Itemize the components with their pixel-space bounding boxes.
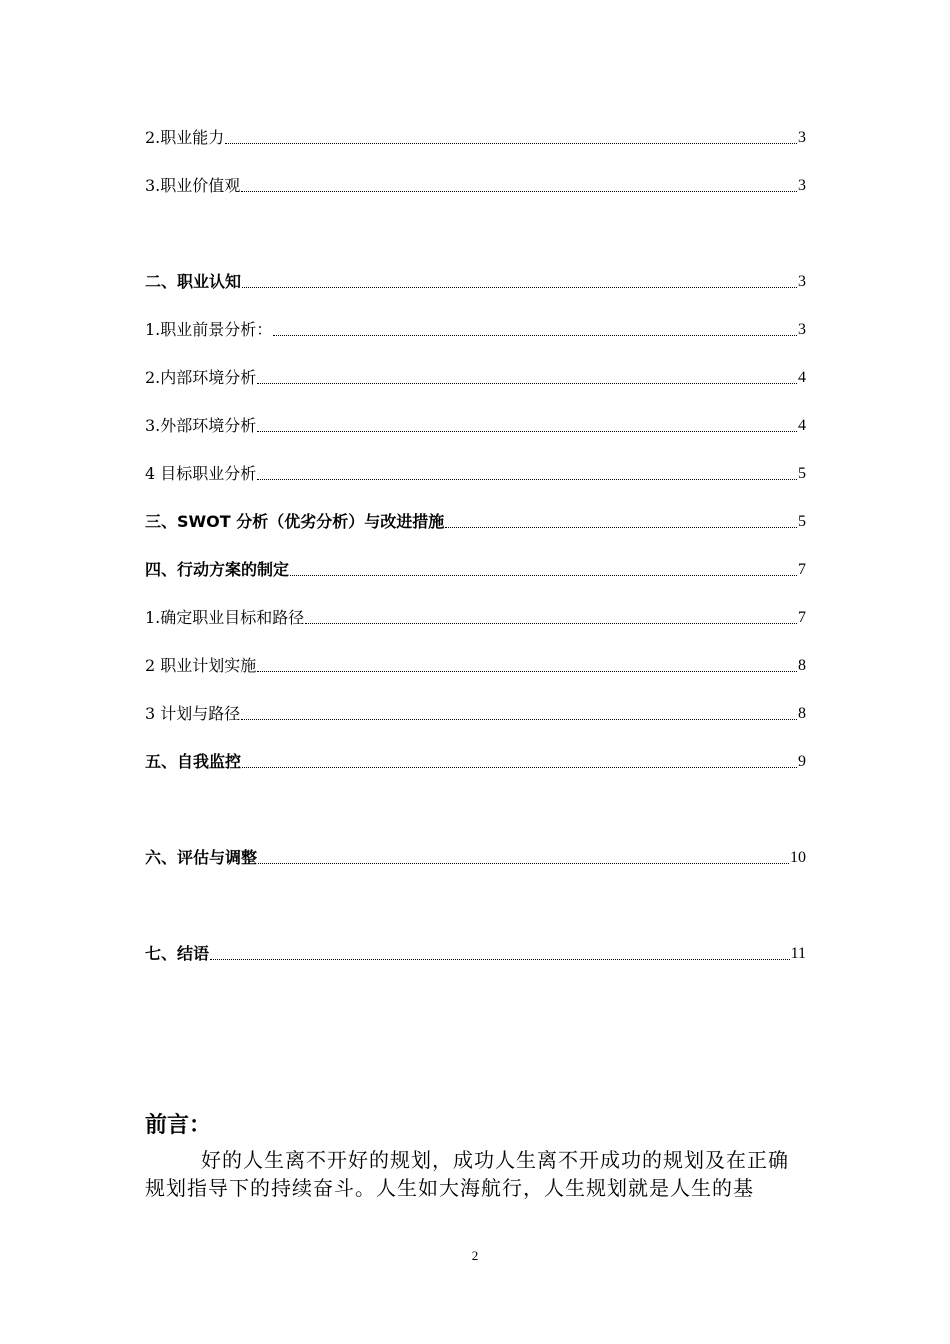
toc-entry-page: 9	[798, 753, 806, 770]
toc-leader-dots	[257, 430, 797, 432]
toc-entry[interactable]	[145, 654, 806, 676]
toc-entry[interactable]	[145, 414, 806, 436]
toc-entry-page: 3	[798, 177, 806, 194]
toc-entry-title: 四、行动方案的制定	[145, 560, 290, 579]
toc-leader-dots	[445, 526, 797, 528]
page-number: 2	[471, 1248, 479, 1263]
toc-entry-title: 2.内部环境分析	[145, 368, 257, 387]
toc-entry-title: 五、自我监控	[145, 752, 242, 771]
toc-entry-title: 六、评估与调整	[145, 848, 258, 867]
toc-entry-title: 三、SWOT 分析（优劣分析）与改进措施	[145, 512, 445, 531]
toc-leader-dots	[258, 862, 789, 864]
toc-entry-page: 7	[798, 561, 806, 578]
toc-entry[interactable]	[145, 510, 806, 532]
toc-entry[interactable]	[145, 462, 806, 484]
toc-entry-title: 2.职业能力	[145, 128, 225, 147]
toc-entry-page: 4	[798, 369, 806, 386]
toc-entry-page: 3	[798, 321, 806, 338]
toc-entry[interactable]	[145, 366, 806, 388]
toc-entry-page: 8	[798, 657, 806, 674]
toc-entry-page: 5	[798, 465, 806, 482]
toc-entry-page: 8	[798, 705, 806, 722]
toc-entry-page: 10	[790, 849, 806, 866]
preface-title: 前言：	[145, 1113, 212, 1138]
toc-leader-dots	[257, 670, 797, 672]
toc-entry-title: 二、职业认知	[145, 272, 242, 291]
toc-entry[interactable]	[145, 846, 806, 868]
toc-entry-page: 3	[798, 273, 806, 290]
toc-entry[interactable]	[145, 558, 806, 580]
toc-leader-dots	[241, 190, 797, 192]
toc-leader-dots	[225, 142, 797, 144]
toc-entry-title: 1.职业前景分析：	[145, 320, 273, 339]
toc-entry-page: 3	[798, 129, 806, 146]
toc-entry[interactable]	[145, 270, 806, 292]
toc-leader-dots	[242, 286, 797, 288]
toc-leader-dots	[290, 574, 797, 576]
toc-entry-page: 4	[798, 417, 806, 434]
toc-entry[interactable]	[145, 702, 806, 724]
preface-body: 好的人生离不开好的规划，成功人生离不开成功的规划及在正确规划指导下的持续奋斗。人生如大海航行，人生规划就是人生的基	[145, 1148, 789, 1200]
toc-entry[interactable]	[145, 174, 806, 196]
toc-entry-title: 3.职业价值观	[145, 176, 241, 195]
toc-leader-dots	[273, 334, 797, 336]
toc-leader-dots	[257, 478, 797, 480]
toc-leader-dots	[241, 718, 797, 720]
toc-leader-dots	[257, 382, 797, 384]
toc-entry-title: 3 计划与路径	[145, 704, 241, 723]
toc-entry[interactable]	[145, 606, 806, 628]
toc-entry-page: 5	[798, 513, 806, 530]
toc-entry[interactable]	[145, 942, 806, 964]
toc-entry[interactable]	[145, 318, 806, 340]
toc-entry-page: 11	[790, 945, 806, 962]
toc-entry-title: 4 目标职业分析	[145, 464, 257, 483]
toc-leader-dots	[305, 622, 797, 624]
toc-entry-page: 7	[798, 609, 806, 626]
toc-entry-title: 2 职业计划实施	[145, 656, 257, 675]
toc-entry-title: 七、结语	[145, 944, 210, 963]
toc-entry[interactable]	[145, 126, 806, 148]
toc-entry-title: 3.外部环境分析	[145, 416, 257, 435]
toc-leader-dots	[210, 958, 790, 960]
toc-entry[interactable]	[145, 750, 806, 772]
toc-entry-title: 1.确定职业目标和路径	[145, 608, 305, 627]
toc-leader-dots	[242, 766, 797, 768]
